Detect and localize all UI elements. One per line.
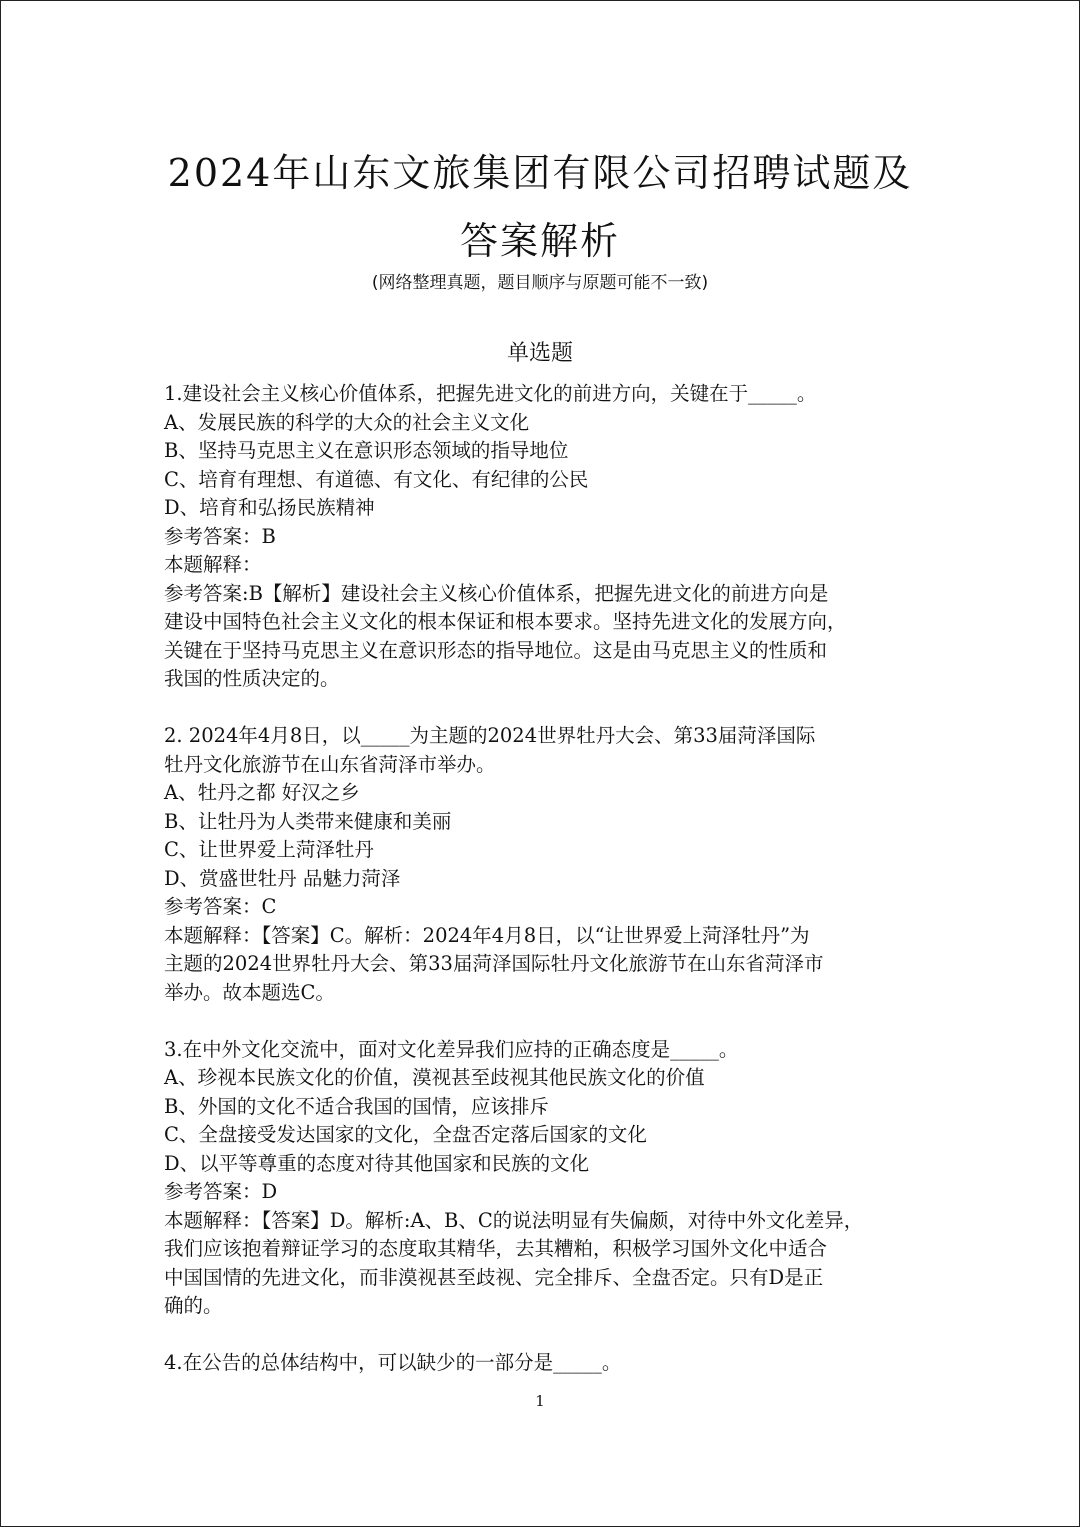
explanation-line: 中国国情的先进文化，而非漠视甚至歧视、完全排斥、全盘否定。只有D是正	[164, 1265, 824, 1289]
explanation-line: 关键在于坚持马克思主义在意识形态的指导地位。这是由马克思主义的性质和	[164, 638, 828, 662]
explanation-line: 举办。故本题选C。	[164, 980, 335, 1004]
option-a: A、发展民族的科学的大众的社会主义文化	[164, 410, 530, 434]
spacer	[164, 1007, 924, 1036]
option-c: C、全盘接受发达国家的文化，全盘否定落后国家的文化	[164, 1123, 647, 1146]
option-d: D、培育和弘扬民族精神	[164, 496, 375, 519]
question-3	[164, 1036, 924, 1321]
answer-line: 参考答案：D	[164, 1180, 278, 1203]
section-heading: 单选题	[506, 341, 573, 366]
document-subtitle: (网络整理真题，题目顺序与原题可能不一致)	[371, 273, 709, 293]
explanation-line: 主题的2024世界牡丹大会、第33届菏泽国际牡丹文化旅游节在山东省菏泽市	[164, 952, 824, 975]
explanation-label: 本题解释：	[164, 553, 262, 576]
explanation-line: 参考答案:B【解析】建设社会主义核心价值体系，把握先进文化的前进方向是	[164, 581, 829, 605]
question-stem: 4.在公告的总体结构中，可以缺少的一部分是_____。	[164, 1351, 622, 1374]
option-a: A、珍视本民族文化的价值，漠视甚至歧视其他民族文化的价值	[164, 1066, 705, 1089]
option-c: C、让世界爱上菏泽牡丹	[164, 838, 374, 861]
document-title-line-2: 答案解析	[459, 219, 620, 263]
question-list	[164, 380, 924, 1378]
question-stem: 牡丹文化旅游节在山东省菏泽市举办。	[164, 752, 496, 776]
question-stem: 2. 2024年4月8日，以_____为主题的2024世界牡丹大会、第33届菏泽国际	[164, 724, 816, 747]
explanation-line: 我国的性质决定的。	[164, 667, 340, 690]
explanation-line: 本题解释：【答案】C。解析：2024年4月8日，以“让世界爱上菏泽牡丹”为	[164, 923, 810, 947]
option-d: D、赏盛世牡丹 品魅力菏泽	[164, 866, 401, 890]
explanation-line: 确的。	[164, 1294, 223, 1317]
explanation-line: 建设中国特色社会主义文化的根本保证和根本要求。坚持先进文化的发展方向，	[164, 610, 847, 633]
document-title-line-1: 2024年山东文旅集团有限公司招聘试题及	[167, 151, 913, 195]
question-4	[164, 1349, 924, 1378]
spacer	[164, 694, 924, 723]
spacer	[164, 1321, 924, 1350]
option-d: D、以平等尊重的态度对待其他国家和民族的文化	[164, 1151, 590, 1175]
question-stem: 1.建设社会主义核心价值体系，把握先进文化的前进方向，关键在于_____。	[164, 382, 817, 405]
question-1	[164, 380, 924, 694]
answer-line: 参考答案：C	[164, 895, 277, 918]
answer-line: 参考答案：B	[164, 524, 276, 548]
option-b: B、外国的文化不适合我国的国情，应该排斥	[164, 1094, 549, 1118]
question-stem: 3.在中外文化交流中，面对文化差异我们应持的正确态度是_____。	[164, 1037, 739, 1061]
explanation-line: 我们应该抱着辩证学习的态度取其精华，去其糟粕，积极学习国外文化中适合	[164, 1237, 828, 1260]
option-b: B、让牡丹为人类带来健康和美丽	[164, 809, 452, 833]
option-b: B、坚持马克思主义在意识形态领域的指导地位	[164, 439, 569, 462]
option-c: C、培育有理想、有道德、有文化、有纪律的公民	[164, 467, 589, 491]
question-2	[164, 722, 924, 1007]
page-number: 1	[535, 1392, 545, 1410]
option-a: A、牡丹之都 好汉之乡	[164, 781, 360, 804]
explanation-line: 本题解释：【答案】D。解析:A、B、C的说法明显有失偏颇，对待中外文化差异，	[164, 1208, 864, 1232]
